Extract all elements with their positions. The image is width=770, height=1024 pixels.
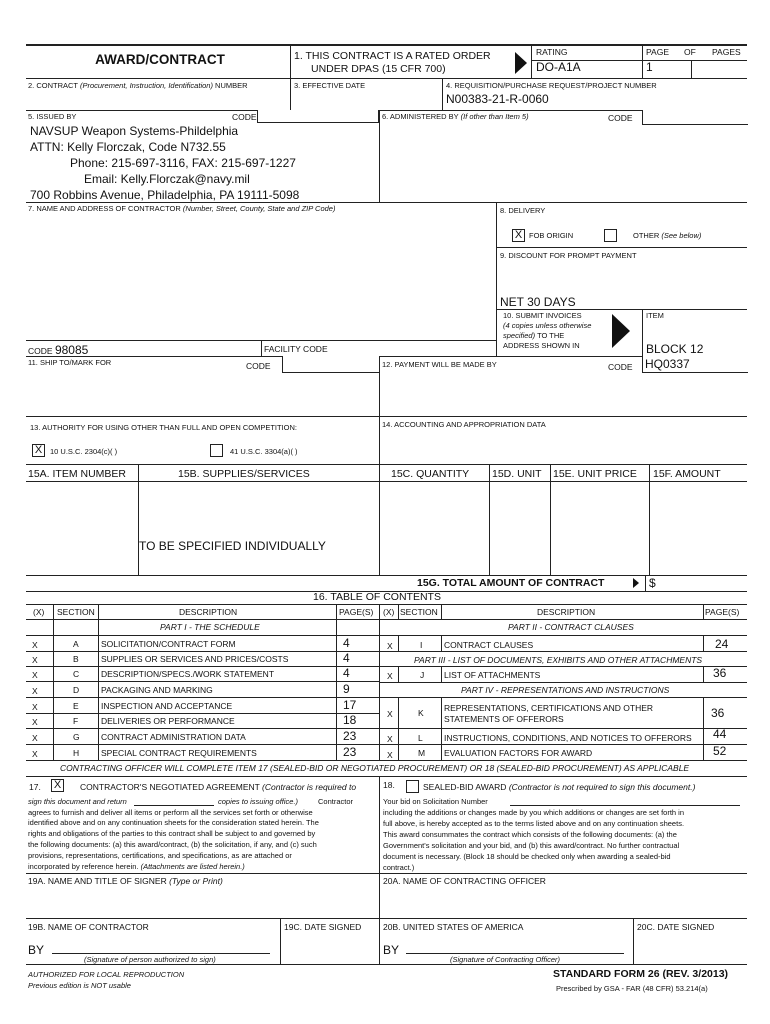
payment-label: 12. PAYMENT WILL BE MADE BY — [382, 360, 497, 369]
toc-row-j-x: X — [387, 671, 393, 681]
pages-label: PAGES — [712, 47, 741, 57]
other-label: OTHER (See below) — [633, 231, 702, 240]
item17-l6: provisions, representations, certifications, and specifications, as are attached or — [28, 851, 292, 860]
toc-h-section-right: SECTION — [400, 607, 438, 617]
toc-row-i-sec: I — [420, 640, 423, 650]
contractor-date-label: 19C. DATE SIGNED — [284, 922, 362, 932]
toc-h-x-left: (X) — [33, 607, 45, 617]
toc-h-x-right: (X) — [383, 607, 395, 617]
other-checkbox[interactable] — [604, 229, 617, 242]
toc-left-row-x: X — [32, 733, 38, 743]
top-border — [26, 44, 747, 46]
item17-l1a: sign this document and return — [28, 797, 127, 806]
toc-row-k-desc2: STATEMENTS OF OFFERORS — [444, 714, 564, 724]
toc-row-i-desc: CONTRACT CLAUSES — [444, 640, 534, 650]
effective-date-label: 3. EFFECTIVE DATE — [294, 81, 366, 90]
authority-10usc-checkbox[interactable]: X — [32, 444, 45, 457]
authority-41usc-label: 41 U.S.C. 3304(a)( ) — [230, 447, 298, 456]
page-label: PAGE — [646, 47, 669, 57]
fob-origin-label: FOB ORIGIN — [529, 231, 574, 240]
toc-left-row-pages: 17 — [343, 698, 357, 712]
item18-l2: including the additions or changes made by you which additions or changes are set forth in — [383, 808, 685, 817]
toc-h-pages-left: PAGE(S) — [339, 607, 374, 617]
contractor-code-label: CODE 98085 — [28, 343, 89, 357]
toc-left-row-desc: PACKAGING AND MARKING — [101, 685, 213, 695]
authority-label: 13. AUTHORITY FOR USING OTHER THAN FULL AND OPEN COMPETITION: — [30, 423, 297, 432]
toc-row-i-pages: 24 — [715, 637, 729, 651]
payment-code-value: HQ0337 — [645, 357, 690, 371]
requisition-label: 4. REQUISITION/PURCHASE REQUEST/PROJECT NUMBER — [446, 81, 657, 90]
toc-left-row-pages: 23 — [343, 745, 357, 759]
toc-left-row-desc: INSPECTION AND ACCEPTANCE — [101, 701, 233, 711]
contractor-signature-line[interactable] — [52, 953, 270, 954]
ship-code-label: CODE — [246, 361, 271, 371]
col-quantity: 15C. QUANTITY — [391, 468, 470, 480]
issued-line3: Phone: 215-697-3116, FAX: 215-697-1227 — [70, 156, 296, 170]
col-unit-price: 15E. UNIT PRICE — [553, 468, 637, 480]
administered-label: 6. ADMINISTERED BY (If other than Item 5) — [382, 112, 529, 121]
toc-h-section-left: SECTION — [57, 607, 95, 617]
discount-value[interactable]: NET 30 DAYS — [500, 295, 576, 309]
item18-title: SEALED-BID AWARD (Contractor is not required to sign this document.) — [423, 782, 696, 792]
toc-row-k-pages: 36 — [711, 706, 725, 720]
col-unit: 15D. UNIT — [492, 468, 542, 480]
supplies-body: TO BE SPECIFIED INDIVIDUALLY — [139, 539, 326, 553]
footer-form: STANDARD FORM 26 (REV. 3/2013) — [553, 968, 729, 980]
toc-left-row-section: C — [73, 669, 80, 679]
ship-code-field[interactable] — [282, 356, 380, 373]
item18-l3: full above, is hereby accepted as to the terms listed above and on any continuation sheets. — [383, 819, 685, 828]
toc-left-row-section: F — [73, 716, 79, 726]
arrow-icon — [515, 52, 527, 74]
officer-name-label: 20A. NAME OF CONTRACTING OFFICER — [383, 876, 546, 886]
issued-line2: ATTN: Kelly Florczak, Code N732.55 — [30, 140, 226, 154]
toc-left-row-desc: SUPPLIES OR SERVICES AND PRICES/COSTS — [101, 654, 289, 664]
toc-left-row-x: X — [32, 702, 38, 712]
issued-by-label: 5. ISSUED BY — [28, 112, 77, 121]
item18-checkbox[interactable] — [406, 780, 419, 793]
item17-l1c: Contractor — [318, 797, 354, 806]
toc-left-row-desc: SOLICITATION/CONTRACT FORM — [101, 639, 236, 649]
footer-auth: AUTHORIZED FOR LOCAL REPRODUCTION — [28, 970, 185, 979]
officer-date-label: 20C. DATE SIGNED — [637, 922, 715, 932]
submit-invoices-label: 10. SUBMIT INVOICES — [503, 311, 582, 320]
contractor-label: 7. NAME AND ADDRESS OF CONTRACTOR (Number, Street, County, State and ZIP Code) — [28, 204, 336, 213]
invoices-note1: (4 copies unless otherwise — [503, 321, 592, 330]
col-item-number: 15A. ITEM NUMBER — [28, 468, 127, 480]
item17-num: 17. — [29, 782, 41, 792]
form-title: AWARD/CONTRACT — [95, 52, 225, 67]
toc-row-m-pages: 52 — [713, 744, 727, 758]
toc-title: 16. TABLE OF CONTENTS — [313, 591, 441, 603]
arrow-icon — [612, 314, 630, 348]
toc-left-row-pages: 4 — [343, 651, 350, 665]
toc-left-row-x: X — [32, 640, 38, 650]
toc-left-row-x: X — [32, 670, 38, 680]
toc-left-row-section: G — [73, 732, 80, 742]
ship-to-label: 11. SHIP TO/MARK FOR — [28, 358, 112, 367]
item17-l7: incorporated by reference herein. (Attachments are listed herein.) — [28, 862, 245, 871]
officer-signature-line[interactable] — [406, 953, 624, 954]
of-label: OF — [684, 47, 696, 57]
toc-row-k-x: X — [387, 709, 393, 719]
requisition-value[interactable]: N00383-21-R-0060 — [446, 92, 549, 106]
toc-row-l-sec: L — [418, 733, 423, 743]
administered-code-label: CODE — [608, 113, 633, 123]
item18-l5: Government's solicitation and your bid, and (b) this award/contract. No further contractual — [383, 841, 680, 850]
contractor-name-label: 19B. NAME OF CONTRACTOR — [28, 922, 149, 932]
total-amount-label: 15G. TOTAL AMOUNT OF CONTRACT — [417, 577, 605, 589]
contractor-signature-caption: (Signature of person authorized to sign) — [84, 955, 216, 964]
officer-note: CONTRACTING OFFICER WILL COMPLETE ITEM 17 (SEALED-BID OR NEGOTIATED PROCUREMENT) OR 18 (SEALED-BID PROCUREMENT) AS APPLICABLE — [60, 763, 690, 773]
toc-left-row-section: B — [73, 654, 79, 664]
facility-code-label: FACILITY CODE — [264, 344, 328, 354]
item17-l3: identified above and on any continuation sheets for the consideration stated herein. The — [28, 818, 319, 827]
toc-left-row-desc: DESCRIPTION/SPECS./WORK STATEMENT — [101, 669, 275, 679]
usa-label: 20B. UNITED STATES OF AMERICA — [383, 922, 524, 932]
issued-line4: Email: Kelly.Florczak@navy.mil — [84, 172, 250, 186]
toc-left-row-pages: 23 — [343, 729, 357, 743]
toc-left-row-x: X — [32, 686, 38, 696]
copies-field[interactable] — [134, 805, 214, 806]
dpas-label: UNDER DPAS (15 CFR 700) — [311, 63, 446, 75]
toc-part3: PART III - LIST OF DOCUMENTS, EXHIBITS AND OTHER ATTACHMENTS — [414, 655, 703, 665]
toc-row-l-desc: INSTRUCTIONS, CONDITIONS, AND NOTICES TO OFFERORS — [444, 733, 692, 743]
rating-label: RATING — [536, 47, 568, 57]
solicitation-number-field[interactable] — [510, 805, 740, 806]
toc-row-j-sec: J — [420, 670, 425, 680]
item17-l2: agrees to furnish and deliver all items or perform all the services set forth or otherwise — [28, 808, 313, 817]
item17-l1b: copies to issuing office.) — [218, 797, 299, 806]
col-amount: 15F. AMOUNT — [653, 468, 721, 480]
rated-order-label: 1. THIS CONTRACT IS A RATED ORDER — [294, 50, 491, 62]
toc-h-desc-left: DESCRIPTION — [179, 607, 238, 617]
authority-10usc-label: 10 U.S.C. 2304(c)( ) — [50, 447, 118, 456]
toc-row-l-x: X — [387, 734, 393, 744]
item17-l4: rights and obligations of the parties to this contract shall be subject to and governed by — [28, 829, 316, 838]
footer-prescribed: Prescribed by GSA - FAR (48 CFR) 53.214(a) — [556, 984, 708, 993]
officer-signature-caption: (Signature of Contracting Officer) — [450, 955, 561, 964]
invoices-note2: specified) TO THE — [503, 331, 565, 340]
issued-code-label: CODE — [232, 112, 257, 122]
toc-left-row-x: X — [32, 717, 38, 727]
toc-row-k-sec: K — [418, 708, 424, 718]
issued-line1: NAVSUP Weapon Systems-Phildelphia — [30, 124, 239, 138]
issued-line5: 700 Robbins Avenue, Philadelphia, PA 19111-5098 — [30, 188, 300, 202]
toc-row-j-desc: LIST OF ATTACHMENTS — [444, 670, 541, 680]
item17-title: CONTRACTOR'S NEGOTIATED AGREEMENT (Contractor is required to — [80, 782, 357, 792]
toc-row-l-pages: 44 — [713, 727, 727, 741]
officer-by-label: BY — [383, 943, 400, 957]
delivery-label: 8. DELIVERY — [500, 206, 546, 215]
item18-l6: document is necessary. (Block 18 should be checked only when awarding a sealed-bid — [383, 852, 671, 861]
discount-label: 9. DISCOUNT FOR PROMPT PAYMENT — [500, 251, 637, 260]
toc-left-row-section: A — [73, 639, 79, 649]
accounting-label: 14. ACCOUNTING AND APPROPRIATION DATA — [382, 420, 546, 429]
item-value[interactable]: BLOCK 12 — [646, 342, 704, 356]
toc-left-row-x: X — [32, 655, 38, 665]
toc-row-j-pages: 36 — [713, 666, 727, 680]
toc-left-row-pages: 9 — [343, 682, 350, 696]
item18-l4: This award consummates the contract which consists of the following documents: (a) the — [383, 830, 677, 839]
toc-h-pages-right: PAGE(S) — [705, 607, 740, 617]
col-supplies: 15B. SUPPLIES/SERVICES — [178, 468, 310, 480]
invoices-note4: ADDRESS SHOWN IN — [503, 341, 580, 350]
toc-left-row-desc: CONTRACT ADMINISTRATION DATA — [101, 732, 246, 742]
toc-left-row-pages: 4 — [343, 636, 350, 650]
item17-checkbox[interactable]: X — [51, 779, 64, 792]
toc-left-row-desc: SPECIAL CONTRACT REQUIREMENTS — [101, 748, 257, 758]
toc-part2: PART II - CONTRACT CLAUSES — [508, 622, 634, 632]
toc-row-m-sec: M — [418, 748, 426, 758]
toc-left-row-x: X — [32, 749, 38, 759]
item18-num: 18. — [383, 780, 395, 790]
authority-41usc-checkbox[interactable] — [210, 444, 223, 457]
rating-value[interactable]: DO-A1A — [536, 60, 581, 74]
toc-row-m-desc: EVALUATION FACTORS FOR AWARD — [444, 748, 593, 758]
fob-origin-checkbox[interactable]: X — [512, 229, 525, 242]
footer-prev: Previous edition is NOT usable — [28, 981, 131, 990]
toc-left-row-section: E — [73, 701, 79, 711]
arrow-icon — [633, 578, 639, 588]
item18-l1: Your bid on Solicitation Number — [383, 797, 488, 806]
toc-row-m-x: X — [387, 750, 393, 760]
signer-name-label: 19A. NAME AND TITLE OF SIGNER (Type or Print) — [28, 876, 223, 886]
toc-part4: PART IV - REPRESENTATIONS AND INSTRUCTIONS — [461, 685, 670, 695]
payment-code-label: CODE — [608, 362, 633, 372]
issued-code-field[interactable] — [257, 110, 379, 123]
toc-left-row-desc: DELIVERIES OR PERFORMANCE — [101, 716, 235, 726]
item-label: ITEM — [646, 311, 664, 320]
administered-code-field[interactable] — [642, 110, 748, 125]
page-value[interactable]: 1 — [646, 60, 653, 74]
contractor-by-label: BY — [28, 943, 45, 957]
contract-number-label: 2. CONTRACT (Procurement, Instruction, Identification) NUMBER — [28, 81, 248, 90]
total-amount-symbol[interactable]: $ — [649, 576, 656, 590]
toc-left-row-section: D — [73, 685, 80, 695]
toc-left-row-pages: 4 — [343, 666, 350, 680]
toc-left-row-pages: 18 — [343, 713, 357, 727]
toc-row-k-desc1: REPRESENTATIONS, CERTIFICATIONS AND OTHER — [444, 703, 654, 713]
toc-left-row-section: H — [73, 748, 80, 758]
toc-part1: PART I - THE SCHEDULE — [160, 622, 260, 632]
item18-l7: contract.) — [383, 863, 415, 872]
toc-row-i-x: X — [387, 641, 393, 651]
item17-l5: the following documents: (a) this award/contract, (b) the solicitation, if any, and (c) such — [28, 840, 317, 849]
toc-h-desc-right: DESCRIPTION — [537, 607, 596, 617]
